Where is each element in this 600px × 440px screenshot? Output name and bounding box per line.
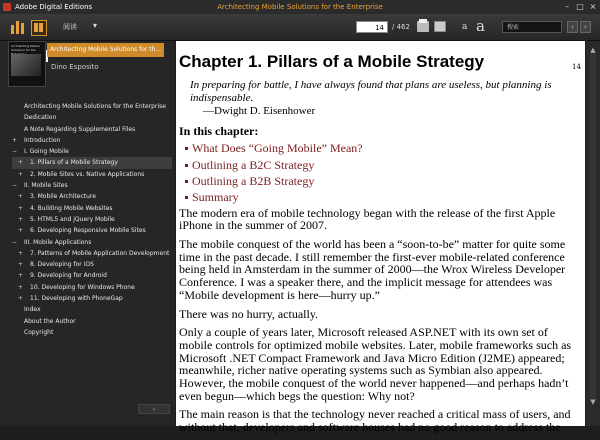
chapter-title: Chapter 1. Pillars of a Mobile Strategy: [179, 52, 485, 71]
library-view-icon[interactable]: [11, 20, 25, 34]
epigraph-attribution: —Dwight D. Eisenhower: [203, 104, 316, 117]
close-button[interactable]: ×: [589, 2, 597, 11]
chevron-down-icon[interactable]: ▾: [93, 21, 98, 30]
expand-icon: +: [12, 136, 18, 144]
section-heading: In this chapter:: [179, 124, 259, 139]
toc-item[interactable]: A Note Regarding Supplemental Files: [24, 125, 136, 133]
toc-item[interactable]: + 11. Developing with PhoneGap: [12, 293, 172, 304]
expand-icon: +: [18, 159, 24, 167]
scroll-up-icon[interactable]: ▲: [590, 46, 596, 54]
table-of-contents: [12, 101, 172, 338]
scrollbar-thumb[interactable]: [590, 54, 596, 398]
maximize-button[interactable]: □: [576, 2, 584, 11]
toolbar: [0, 14, 600, 41]
page-number-input[interactable]: 14: [356, 21, 388, 33]
expand-icon: +: [18, 272, 24, 280]
page-total: / 462: [392, 23, 410, 31]
paragraph: Only a couple of years later, Microsoft released ASP.NET with its own set of mobile controls for optimized mobile websites. Later, mobile frameworks such as Microsoft .NET Compact Framework and Java Micro Edition (J2ME) appeared; meanwhile, richer native operating systems such as Symbian also appeared. However, the mobile conquest of the world never happened—and perhaps hadn’t even begun—which begs the question: Why not?: [179, 325, 572, 403]
toc-item[interactable]: + 10. Developing for Windows Phone: [12, 282, 172, 293]
toc-item[interactable]: About the Author: [24, 317, 76, 325]
epigraph: In preparing for battle, I have always found that plans are useless, but planning is indispensable.: [190, 79, 552, 104]
expand-icon: +: [18, 227, 24, 235]
cover-image: [11, 54, 41, 76]
toc-item[interactable]: + Introduction: [12, 135, 172, 146]
section-link[interactable]: What Does “Going Mobile” Mean?: [179, 140, 578, 156]
reading-page: [176, 41, 585, 435]
toc-item[interactable]: + 4. Building Mobile Websites: [12, 203, 172, 214]
search-previous-button[interactable]: ‹: [567, 21, 578, 33]
collapse-icon: −: [12, 238, 18, 246]
bookmark-page-icon[interactable]: [434, 21, 446, 32]
toc-item[interactable]: + 3. Mobile Architecture: [12, 191, 172, 202]
expand-icon: +: [18, 204, 24, 212]
toc-item[interactable]: + 8. Developing for iOS: [12, 259, 172, 270]
increase-font-button[interactable]: a: [476, 17, 485, 35]
section-link[interactable]: Summary: [179, 189, 578, 205]
toc-item[interactable]: Index: [24, 306, 41, 314]
expand-icon: +: [18, 249, 24, 257]
expand-icon: +: [18, 193, 24, 201]
paragraph: The main reason is that the technology never reached a critical mass of users, and without that, developers and software houses had no good reason to address the: [179, 407, 571, 435]
current-book-title[interactable]: Architecting Mobile Solutions for th...: [47, 43, 164, 57]
page-number: 14: [572, 63, 581, 71]
reading-view-icon[interactable]: [31, 20, 47, 36]
print-icon[interactable]: [417, 21, 429, 32]
toc-item[interactable]: − I. Going Mobile: [12, 146, 172, 157]
toc-item[interactable]: + 2. Mobile Sites vs. Native Applications: [12, 169, 172, 180]
search-next-button[interactable]: ›: [580, 21, 591, 33]
toc-item-active[interactable]: + 1. Pillars of a Mobile Strategy: [12, 157, 172, 168]
toc-item[interactable]: Dedication: [24, 114, 57, 122]
decrease-font-button[interactable]: a: [462, 22, 468, 32]
search-input[interactable]: 搜索: [502, 21, 562, 33]
toc-item[interactable]: Copyright: [24, 328, 54, 336]
language-menu[interactable]: 阅读: [63, 23, 77, 31]
paragraph: The mobile conquest of the world has been a “soon-to-be” matter for quite some time in the past decade. I still remember the first-ever mobile-related conference being held in Amsterdam in the summer of 2000—the Wrox Wireless Developer Conference. I was a speaker there, and the implicit message for attendees was “Mobile development is here—hurry up.”: [179, 236, 566, 302]
title-bar: [0, 0, 600, 14]
scroll-down-icon[interactable]: ▼: [590, 398, 596, 406]
expand-icon: +: [18, 170, 24, 178]
toc-item[interactable]: + 9. Developing for Android: [12, 270, 172, 281]
section-link[interactable]: Outlining a B2C Strategy: [179, 157, 578, 173]
section-link[interactable]: Outlining a B2B Strategy: [179, 173, 578, 189]
paragraph: There was no hurry, actually.: [179, 306, 319, 321]
expand-icon: +: [18, 215, 24, 223]
expand-icon: +: [18, 295, 24, 303]
minimize-button[interactable]: –: [565, 2, 569, 11]
toc-item[interactable]: Architecting Mobile Solutions for the Enterprise: [24, 103, 166, 110]
page-content: [179, 52, 578, 440]
toc-item[interactable]: + 7. Patterns of Mobile Application Development: [12, 248, 172, 259]
book-author: Dino Esposito: [51, 63, 99, 71]
toc-item[interactable]: + 5. HTML5 and jQuery Mobile: [12, 214, 172, 225]
chapter-sections-list: [179, 140, 578, 205]
collapse-icon: −: [12, 182, 18, 190]
paragraph: The modern era of mobile technology began with the release of the first Apple iPhone in the summer of 2007.: [179, 205, 556, 233]
app-name: Adobe Digital Editions: [15, 3, 93, 11]
expand-icon: +: [18, 261, 24, 269]
window-title: Architecting Mobile Solutions for the Enterprise: [217, 3, 383, 11]
cover-title: Architecting Mobile Solutions for the: [11, 44, 40, 52]
book-cover[interactable]: [8, 41, 46, 87]
collapse-icon: −: [12, 148, 18, 156]
toc-item[interactable]: − II. Mobile Sites: [12, 180, 172, 191]
expand-icon: +: [18, 283, 24, 291]
toc-item[interactable]: − III. Mobile Applications: [12, 237, 172, 248]
sidebar-options-dropdown[interactable]: ▾: [138, 404, 170, 414]
toc-item[interactable]: + 6. Developing Responsive Mobile Sites: [12, 225, 172, 236]
